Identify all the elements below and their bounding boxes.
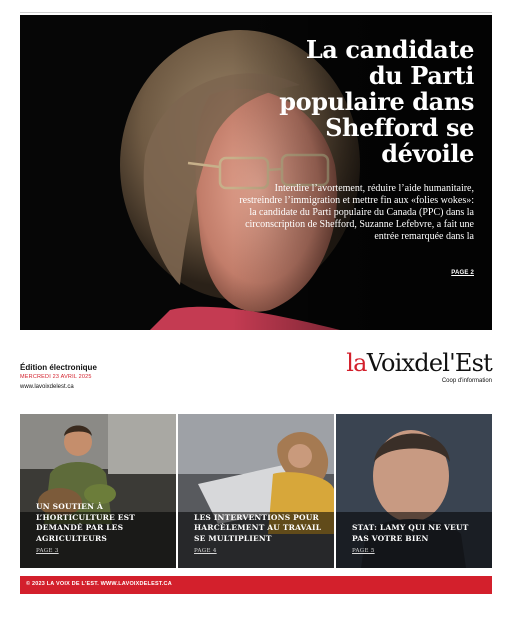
card-page-link[interactable]: PAGE 4 <box>194 548 217 554</box>
edition-date: MERCREDI 23 AVRIL 2025 <box>20 374 92 380</box>
edition-url[interactable]: www.lavoixdelest.ca <box>20 384 74 390</box>
hero-page-link[interactable]: PAGE 2 <box>451 270 474 276</box>
card-photo <box>336 414 492 568</box>
card-text <box>36 502 164 544</box>
card-headline[interactable]: STAT: LAMY QUI NE VEUT PAS VOTRE BIEN <box>352 523 469 543</box>
logo-tagline: Coop d'information <box>441 378 492 384</box>
edition-info <box>20 363 97 390</box>
card-photo <box>20 414 176 568</box>
card-headline[interactable]: LES INTERVENTIONS POUR HARCÈLEMENT AU TRAVAIL SE MULTIPLIENT <box>194 512 322 543</box>
footer-copyright[interactable]: © 2023 LA VOIX DE L'EST. WWW.LAVOIXDELEST.CA <box>26 581 172 587</box>
edition-title: Édition électronique <box>20 363 97 372</box>
story-card-horticulture[interactable] <box>20 414 176 568</box>
logo-voixdelest: Voixdel'Est <box>366 349 492 377</box>
logo-la: la <box>346 349 367 377</box>
card-photo <box>178 414 334 568</box>
story-cards <box>20 414 492 568</box>
hero-story[interactable] <box>20 15 492 330</box>
top-rule <box>20 12 492 13</box>
card-page-link[interactable]: PAGE 5 <box>352 548 375 554</box>
card-text <box>194 513 322 545</box>
hero-headline-line: Shefford se <box>325 113 474 142</box>
hero-headline-line: dévoile <box>381 139 474 168</box>
card-headline[interactable]: UN SOUTIEN À L’HORTICULTURE EST DEMANDÉ PAR LES AGRICULTEURS <box>36 502 136 543</box>
logo-wordmark <box>346 349 492 377</box>
footer-bar <box>20 576 492 594</box>
story-card-stat[interactable] <box>336 414 492 568</box>
card-page-link[interactable]: PAGE 3 <box>36 548 59 554</box>
hero-lede: Interdire l’avortement, réduire l’aide humanitaire, restreindre l’immigration et mettre fin aux «folies wokes»: la candidate du Parti populaire du Canada (PPC) dans la circonscription de Shefford, Suzanne Lefebvre, a fait une entrée remarquée dans la <box>239 183 474 242</box>
hero-headline[interactable] <box>214 37 474 167</box>
hero-headline-line: La candidate <box>305 35 474 64</box>
card-text <box>352 523 480 544</box>
hero-headline-line: populaire dans <box>279 87 474 116</box>
hero-headline-line: du Parti <box>368 61 474 90</box>
masthead-logo[interactable] <box>346 349 492 384</box>
story-card-harcelement[interactable] <box>178 414 334 568</box>
